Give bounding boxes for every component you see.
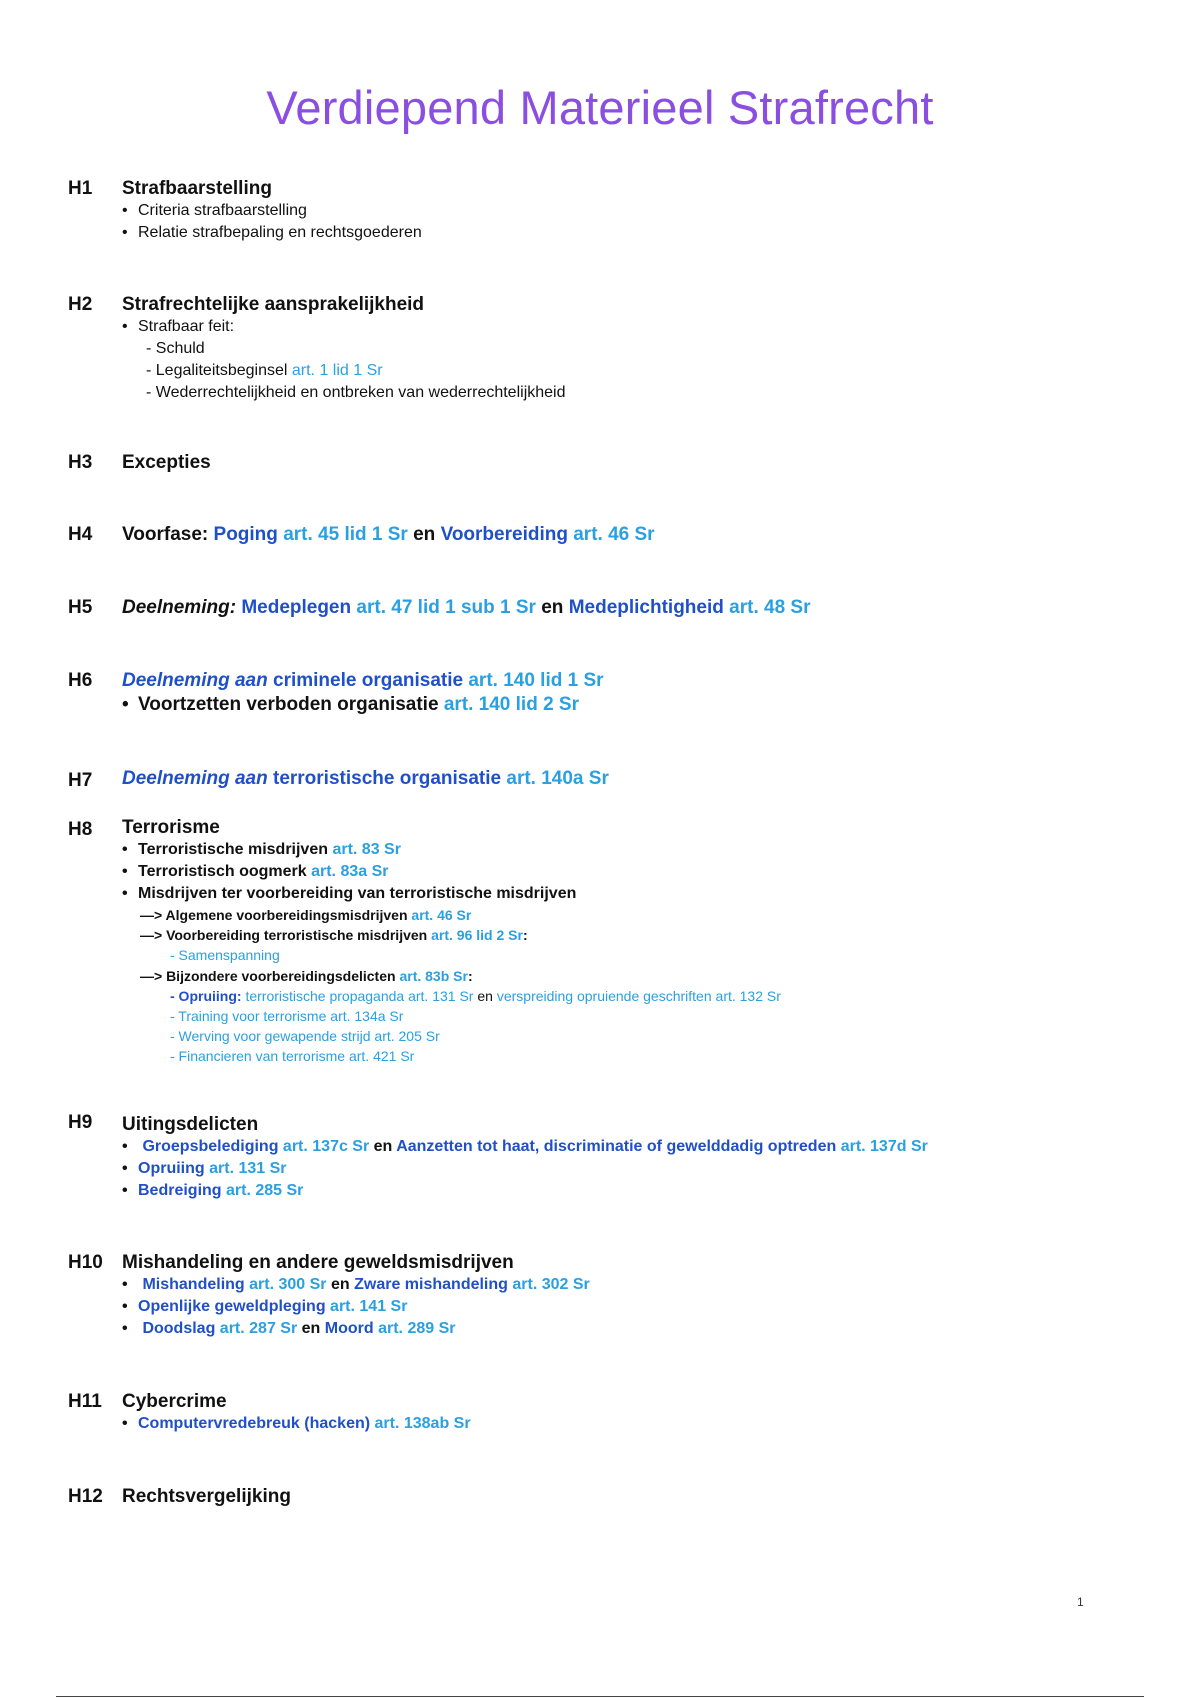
page-title: Verdiepend Materieel Strafrecht	[266, 81, 934, 134]
article-ref: art. 140a Sr	[506, 768, 609, 789]
article-ref: art. 140 lid 1 Sr	[468, 670, 604, 691]
list-item: • Strafbaar feit:	[122, 318, 234, 336]
chapter-title-h2: Strafrechtelijke aansprakelijkheid	[122, 294, 425, 315]
footer-divider	[56, 1696, 1144, 1697]
chapter-title-h7: Deelneming aan terroristische organisatie art. 140a Sr	[122, 768, 609, 789]
chapter-label-h5: H5	[68, 597, 93, 618]
article-ref: art. 137c Sr	[282, 1138, 370, 1155]
list-item: • Terroristisch oogmerk art. 83a Sr	[122, 863, 388, 881]
sub-item: —> Voorbereiding terroristische misdrijven art. 96 lid 2 Sr:	[140, 927, 528, 943]
article-ref: art. 45 lid 1 Sr	[283, 524, 408, 545]
article-ref: art. 132 Sr	[715, 988, 781, 1004]
chapter-label-h11: H11	[68, 1391, 102, 1412]
list-item: • Groepsbelediging art. 137c Sr en Aanzetten tot haat, discriminatie of gewelddadig optreden art. 137d Sr	[122, 1138, 928, 1156]
term: Poging	[213, 524, 278, 545]
list-item: • Relatie strafbepaling en rechtsgoederen	[122, 224, 422, 242]
list-item: • Openlijke geweldpleging art. 141 Sr	[122, 1298, 407, 1316]
chapter-label-h8: H8	[68, 819, 93, 840]
article-ref: art. 46 Sr	[573, 524, 655, 545]
chapter-title-h10: Mishandeling en andere geweldsmisdrijven	[122, 1252, 514, 1273]
chapter-label-h6: H6	[68, 670, 93, 691]
list-item: • Opruiing art. 131 Sr	[122, 1160, 287, 1178]
list-item: • Bedreiging art. 285 Sr	[122, 1182, 303, 1200]
chapter-title-h12: Rechtsvergelijking	[122, 1486, 291, 1507]
chapter-label-h7: H7	[68, 770, 93, 791]
article-ref: art. 421 Sr	[348, 1048, 415, 1064]
chapter-label-h3: H3	[68, 452, 93, 473]
chapter-label-h12: H12	[68, 1486, 103, 1507]
chapter-title-h6: Deelneming aan criminele organisatie art. 140 lid 1 Sr	[122, 670, 604, 691]
sub-item: —> Algemene voorbereidingsmisdrijven art. 46 Sr	[140, 907, 472, 923]
article-ref: art. 83a Sr	[311, 863, 389, 880]
page-number: 1	[1077, 1595, 1084, 1609]
article-ref: art. 48 Sr	[729, 597, 811, 618]
article-ref: art. 138ab Sr	[374, 1415, 471, 1432]
chapter-label-h4: H4	[68, 524, 93, 545]
term: Medeplegen	[241, 597, 352, 618]
term: Medeplichtigheid	[568, 597, 724, 618]
list-item: • Doodslag art. 287 Sr en Moord art. 289 Sr	[122, 1320, 455, 1338]
article-ref: art. 137d Sr	[840, 1138, 928, 1155]
sub-item: - Schuld	[146, 340, 205, 357]
article-ref: art. 285 Sr	[226, 1182, 304, 1199]
article-ref: art. 131 Sr	[408, 988, 474, 1004]
sub-item: - Financieren van terrorisme art. 421 Sr	[170, 1048, 415, 1064]
article-ref: art. 83b Sr	[399, 968, 468, 984]
chapter-title-h11: Cybercrime	[122, 1391, 227, 1412]
sub-item: - Opruiing: terroristische propaganda art. 131 Sr en verspreiding opruiende geschriften art. 132 Sr	[170, 988, 781, 1004]
list-item: • Criteria strafbaarstelling	[122, 202, 307, 220]
chapter-label-h2: H2	[68, 294, 93, 315]
sub-item: - Werving voor gewapende strijd art. 205 Sr	[170, 1028, 440, 1044]
chapter-title-h4: Voorfase: Poging art. 45 lid 1 Sr en Voorbereiding art. 46 Sr	[122, 524, 655, 545]
list-item: • Voortzetten verboden organisatie art. 140 lid 2 Sr	[122, 694, 579, 716]
article-ref: art. 140 lid 2 Sr	[443, 694, 579, 715]
article-ref: art. 302 Sr	[512, 1276, 590, 1293]
article-ref: art. 83 Sr	[332, 841, 401, 858]
term: terroristische organisatie	[273, 768, 502, 789]
article-ref: art. 134a Sr	[330, 1008, 404, 1024]
chapter-label-h9: H9	[68, 1112, 93, 1133]
sub-item: - Legaliteitsbeginsel art. 1 lid 1 Sr	[146, 362, 383, 379]
term: criminele organisatie	[273, 670, 464, 691]
article-ref: art. 205 Sr	[374, 1028, 440, 1044]
article-ref: art. 96 lid 2 Sr	[431, 927, 523, 943]
article-ref: art. 47 lid 1 sub 1 Sr	[356, 597, 536, 618]
chapter-title-h8: Terrorisme	[122, 817, 220, 838]
term: Voorbereiding	[440, 524, 568, 545]
article-ref: art. 300 Sr	[249, 1276, 327, 1293]
list-item: • Mishandeling art. 300 Sr en Zware mishandeling art. 302 Sr	[122, 1276, 590, 1294]
list-item: • Computervredebreuk (hacken) art. 138ab Sr	[122, 1415, 471, 1433]
sub-item: - Training voor terrorisme art. 134a Sr	[170, 1008, 404, 1024]
sub-item: - Wederrechtelijkheid en ontbreken van wederrechtelijkheid	[146, 384, 566, 401]
list-item: • Terroristische misdrijven art. 83 Sr	[122, 841, 401, 859]
article-ref: art. 131 Sr	[209, 1160, 287, 1177]
article-ref: art. 287 Sr	[219, 1320, 298, 1337]
chapter-label-h1: H1	[68, 178, 93, 199]
article-ref: art. 289 Sr	[378, 1320, 456, 1337]
sub-item: —> Bijzondere voorbereidingsdelicten art. 83b Sr:	[140, 968, 473, 984]
chapter-label-h10: H10	[68, 1252, 103, 1273]
chapter-title-h5: Deelneming: Medeplegen art. 47 lid 1 sub 1 Sr en Medeplichtigheid art. 48 Sr	[122, 597, 811, 618]
chapter-title-h3: Excepties	[122, 452, 211, 473]
chapter-title-h1: Strafbaarstelling	[122, 178, 272, 199]
article-ref: art. 1 lid 1 Sr	[291, 362, 383, 379]
list-item: • Misdrijven ter voorbereiding van terroristische misdrijven	[122, 885, 576, 903]
article-ref: art. 141 Sr	[330, 1298, 408, 1315]
article-ref: art. 46 Sr	[411, 907, 472, 923]
sub-item: - Samenspanning	[170, 947, 280, 963]
chapter-title-h9: Uitingsdelicten	[122, 1114, 259, 1135]
